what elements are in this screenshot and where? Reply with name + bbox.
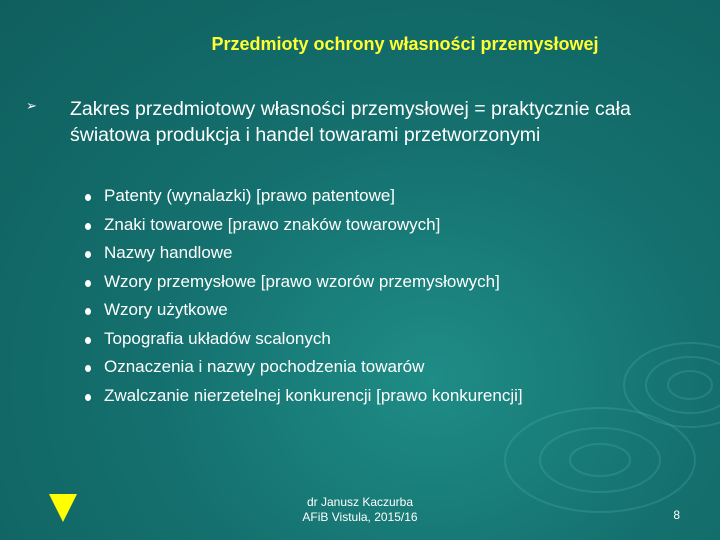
arrow-bullet-icon: ➢ (26, 98, 37, 113)
main-bullet-text: Zakres przedmiotowy własności przemysłowej = praktycznie cała światowa produkcja i handel towarami przetworzonymi (70, 98, 631, 146)
author-name: dr Janusz Kaczurba (306, 495, 414, 509)
list-item: Patenty (wynalazki) [prawo patentowe] (82, 182, 682, 211)
sub-bullet-list (82, 182, 682, 410)
bullet-dot-icon (85, 394, 91, 401)
footer-author (240, 495, 480, 525)
page-number: 8 (673, 508, 680, 522)
triangle-down-icon (49, 494, 77, 522)
bullet-dot-icon (85, 280, 91, 287)
list-item: Zwalczanie nierzetelnej konkurencji [prawo konkurencji] (82, 382, 682, 411)
bullet-dot-icon (85, 223, 91, 230)
author-affiliation: AFiB Vistula, 2015/16 (302, 510, 418, 524)
list-item: Topografia układów scalonych (82, 325, 682, 354)
list-item: Wzory użytkowe (82, 296, 682, 325)
slide-title: Przedmioty ochrony własności przemysłowej (211, 34, 599, 54)
bullet-dot-icon (85, 365, 91, 372)
bullet-dot-icon (85, 251, 91, 258)
bullet-dot-icon (85, 337, 91, 344)
bullet-dot-icon (85, 308, 91, 315)
list-item: Znaki towarowe [prawo znaków towarowych] (82, 211, 682, 240)
list-item: Nazwy handlowe (82, 239, 682, 268)
list-item: Oznaczenia i nazwy pochodzenia towarów (82, 353, 682, 382)
bullet-dot-icon (85, 194, 91, 201)
list-item: Wzory przemysłowe [prawo wzorów przemysłowych] (82, 268, 682, 297)
